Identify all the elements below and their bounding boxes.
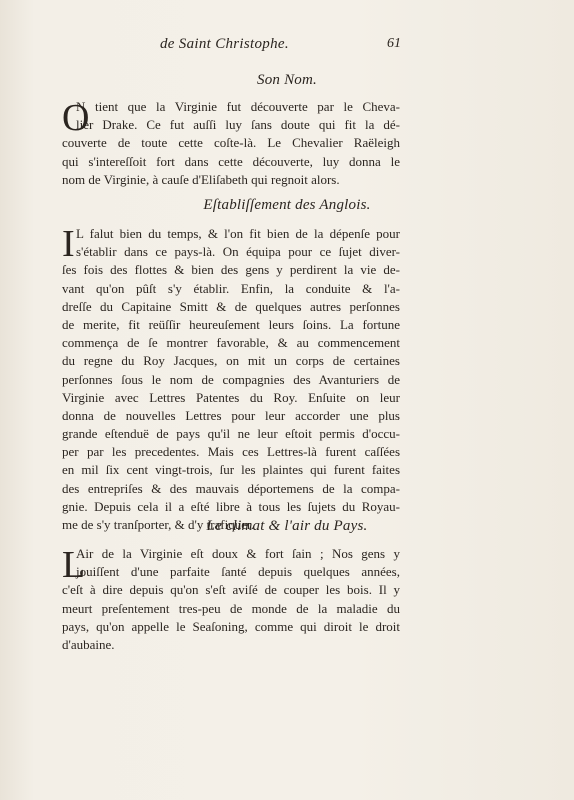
drop-cap: O — [62, 97, 90, 139]
text-line: commença de ſe montrer favorable, & au commencement — [62, 335, 400, 351]
text-line: couverte de toute cette coſte-là. Le Chevalier Raëleigh — [62, 135, 400, 151]
text-line: s'établir dans ce pays-là. On équipa pour ce ſujet diver- — [76, 244, 400, 260]
text-line: L falut bien du temps, & l'on fit bien de la dépenſe pour — [76, 226, 400, 241]
section-heading-son-nom: Son Nom. — [257, 72, 317, 88]
text-line: donna de nouvelles Lettres pour leur accorder une plus — [62, 407, 400, 423]
running-head-title: de Saint Christophe. — [160, 36, 289, 52]
drop-cap: I — [62, 223, 75, 265]
running-head — [0, 36, 574, 58]
text-line: per par les precedentes. Mais ces Lettres-là furent caſſées — [62, 444, 400, 460]
text-line: pays, qu'on appelle le Seaſoning, comme qui diroit le droit — [62, 618, 400, 634]
text-line: meurt preſentement tres-peu de monde de la maladie du — [62, 600, 400, 616]
text-line: des entrepriſes & des mauvais déportemens de la compa- — [62, 480, 400, 496]
text-line: Virginie avec Lettres Patentes du Roy. Enſuite on leur — [62, 389, 400, 405]
text-line: lier Drake. Ce fut auſſi luy ſans doute qui fit la dé- — [76, 117, 400, 133]
section-heading-climat: Le climat & l'air du Pays. — [206, 518, 368, 534]
text-line: nom de Virginie, à cauſe d'Eliſabeth qui regnoit alors. — [62, 171, 340, 187]
text-line: Air de la Virginie eſt doux & fort ſain ; Nos gens y — [76, 546, 400, 561]
paragraph-son-nom — [62, 98, 400, 189]
drop-cap: L — [62, 544, 86, 586]
text-line: de merite, fit reüſſir heureuſement leurs ſoins. La fortune — [62, 316, 400, 332]
paragraph-establissement — [62, 225, 400, 534]
text-line: perſonnes ſous le nom de compagnies des Avanturiers de — [62, 371, 400, 387]
text-line: d'aubaine. — [62, 636, 115, 652]
text-line: c'eſt à dire depuis qu'on s'eſt aviſé de couper les bois. Il y — [62, 582, 400, 598]
text-line: N tient que la Virginie fut découverte par le Cheva- — [76, 99, 400, 114]
text-line: dreſſe du Capitaine Smitt & de quelques autres perſonnes — [62, 298, 400, 314]
text-line: qui s'intereſſoit fort dans cette découverte, luy donna le — [62, 153, 400, 169]
text-line: gnie. Depuis cela il a eſté libre à tous les ſujets du Royau- — [62, 498, 400, 514]
page-number: 61 — [387, 36, 401, 51]
text-line: jouiſſent d'une parfaite ſanté depuis quelques années, — [76, 564, 400, 580]
text-line: vant qu'on pûſt s'y établir. Enfin, la conduite & l'a- — [62, 280, 400, 296]
text-line: grande eſtenduë de pays qu'il ne leur eſtoit permis d'occu- — [62, 426, 400, 442]
text-line: ſes fois des flottes & bien des gens y perdirent la vie de- — [62, 262, 400, 278]
section-heading-establissement: Eſtabliſſement des Anglois. — [203, 197, 371, 213]
text-line: du regne du Roy Jacques, on mit un corps de certaines — [62, 353, 400, 369]
text-line: en mil ſix cent vingt-trois, ſur les plaintes qui furent faites — [62, 462, 400, 478]
text-line: me de s'y tranſporter, & d'y trafiquer. — [62, 517, 254, 532]
paragraph-climat — [62, 545, 400, 654]
